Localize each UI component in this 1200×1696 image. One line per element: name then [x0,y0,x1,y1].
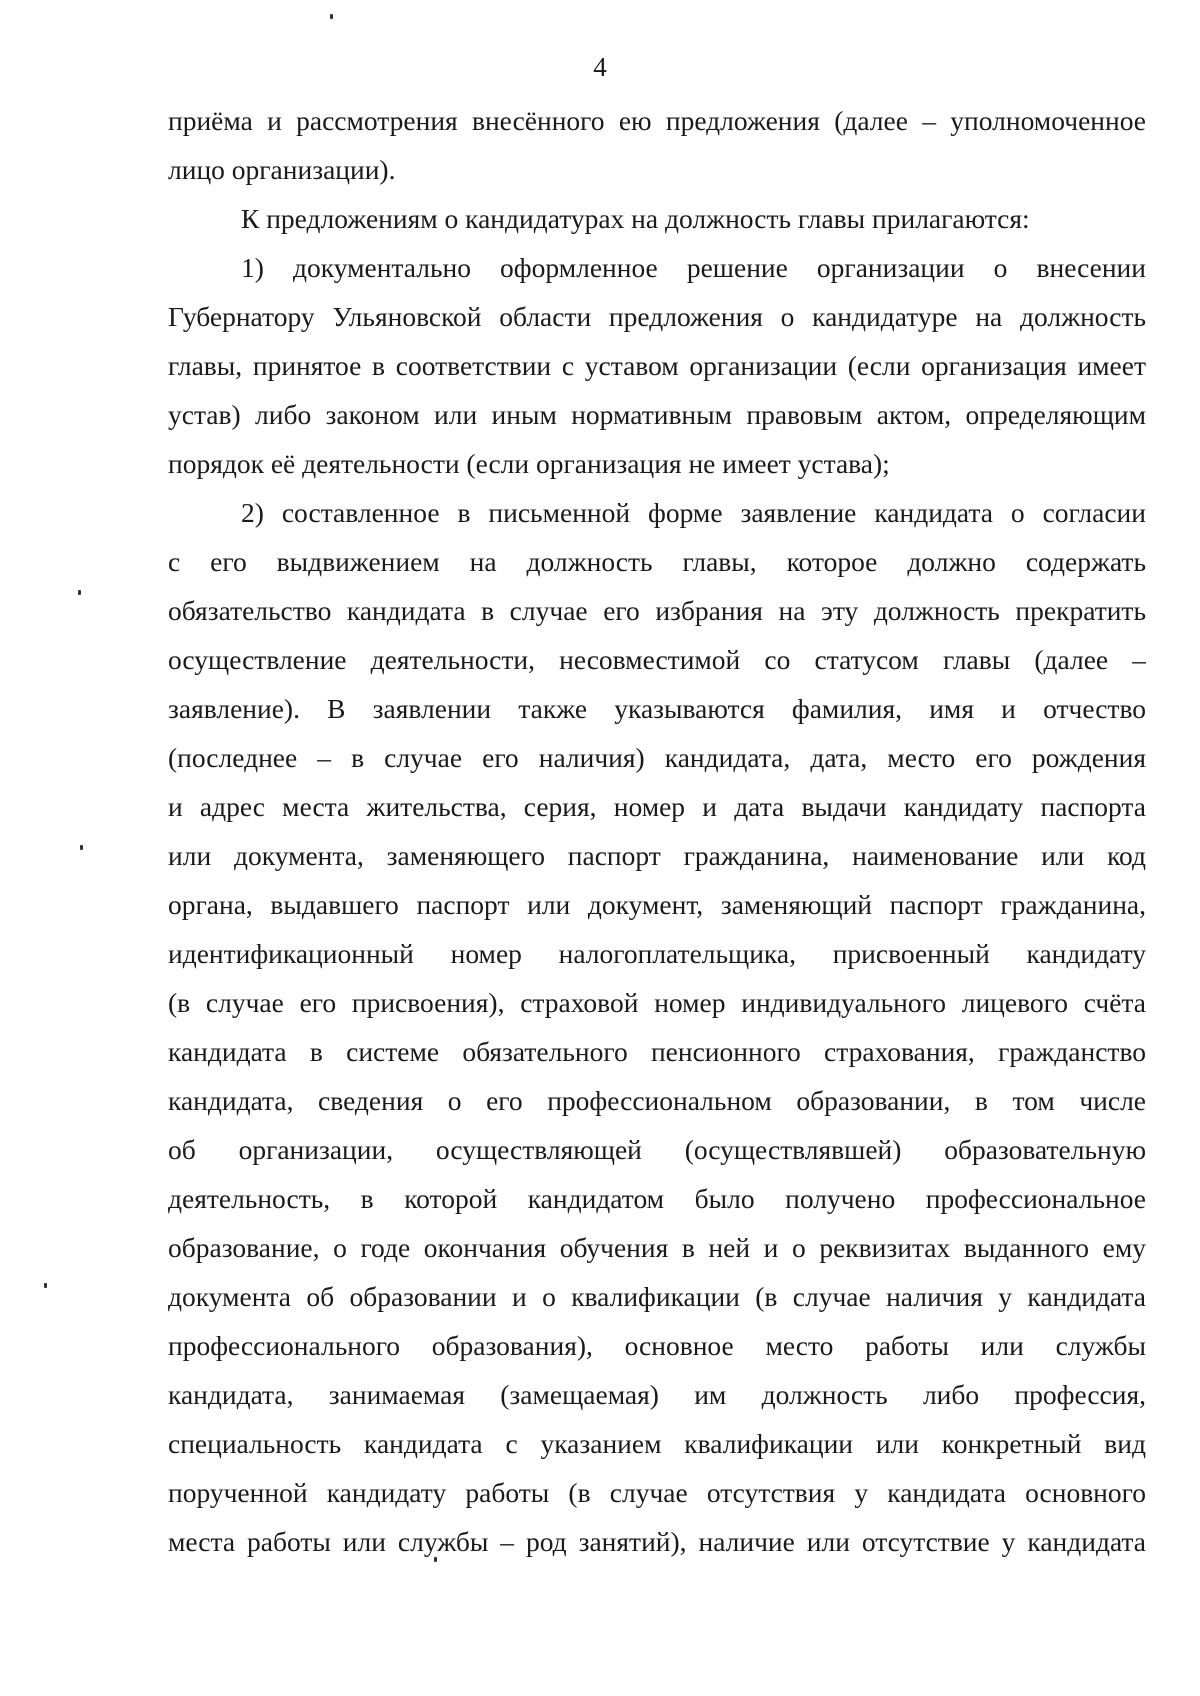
text-line: порядок её деятельности (если организация не имеет устава); [168,448,890,479]
page-number: 4 [593,52,607,82]
text-line: заявление). В заявлении также указываются фамилия, имя и отчество [168,693,1146,724]
text-line: обязательство кандидата в случае его избрания на эту должность прекратить [168,595,1146,626]
text-line: порученной кандидату работы (в случае отсутствия у кандидата основного [168,1477,1146,1508]
text-line: деятельность, в которой кандидатом было получено профессиональное [168,1183,1146,1214]
scan-speck [434,1557,437,1562]
scan-speck [44,1283,47,1288]
text-line: главы, принятое в соответствии с уставом организации (если организация имеет [168,350,1146,381]
text-line: кандидата, сведения о его профессиональном образовании, в том числе [168,1085,1146,1116]
text-line: устав) либо законом или иным нормативным правовым актом, определяющим [168,399,1146,430]
text-line: с его выдвижением на должность главы, которое должно содержать [168,546,1146,577]
text-line: лицо организации). [168,154,396,185]
text-line: и адрес места жительства, серия, номер и дата выдачи кандидату паспорта [168,791,1146,822]
text-line: об организации, осуществляющей (осуществлявшей) образовательную [168,1134,1146,1165]
text-line: или документа, заменяющего паспорт гражданина, наименование или код [168,840,1146,871]
text-line: документа об образовании и о квалификации (в случае наличия у кандидата [168,1281,1146,1312]
text-line: места работы или службы – род занятий), наличие или отсутствие у кандидата [168,1526,1146,1557]
scan-speck [330,14,333,19]
text-line: Губернатору Ульяновской области предложения о кандидатуре на должность [168,301,1146,332]
text-line: 1) документально оформленное решение организации о внесении [241,252,1146,283]
text-line: 2) составленное в письменной форме заявление кандидата о согласии [241,497,1146,528]
text-line: органа, выдавшего паспорт или документ, заменяющий паспорт гражданина, [168,889,1146,920]
document-body [168,96,1146,1566]
text-line: идентификационный номер налогоплательщика, присвоенный кандидату [168,938,1146,969]
text-line: кандидата, занимаемая (замещаемая) им должность либо профессия, [168,1379,1146,1410]
scan-speck [80,845,83,850]
text-line: специальность кандидата с указанием квалификации или конкретный вид [168,1428,1146,1459]
text-line: образование, о годе окончания обучения в ней и о реквизитах выданного ему [168,1232,1146,1263]
text-line: приёма и рассмотрения внесённого ею предложения (далее – уполномоченное [168,105,1146,136]
text-line: К предложениям о кандидатурах на должность главы прилагаются: [241,203,1030,234]
scan-speck [78,590,81,595]
text-line: (последнее – в случае его наличия) кандидата, дата, место его рождения [168,742,1146,773]
text-line: профессионального образования), основное место работы или службы [168,1330,1146,1361]
text-line: (в случае его присвоения), страховой номер индивидуального лицевого счёта [168,987,1146,1018]
text-line: осуществление деятельности, несовместимой со статусом главы (далее – [168,644,1146,675]
text-line: кандидата в системе обязательного пенсионного страхования, гражданство [168,1036,1146,1067]
